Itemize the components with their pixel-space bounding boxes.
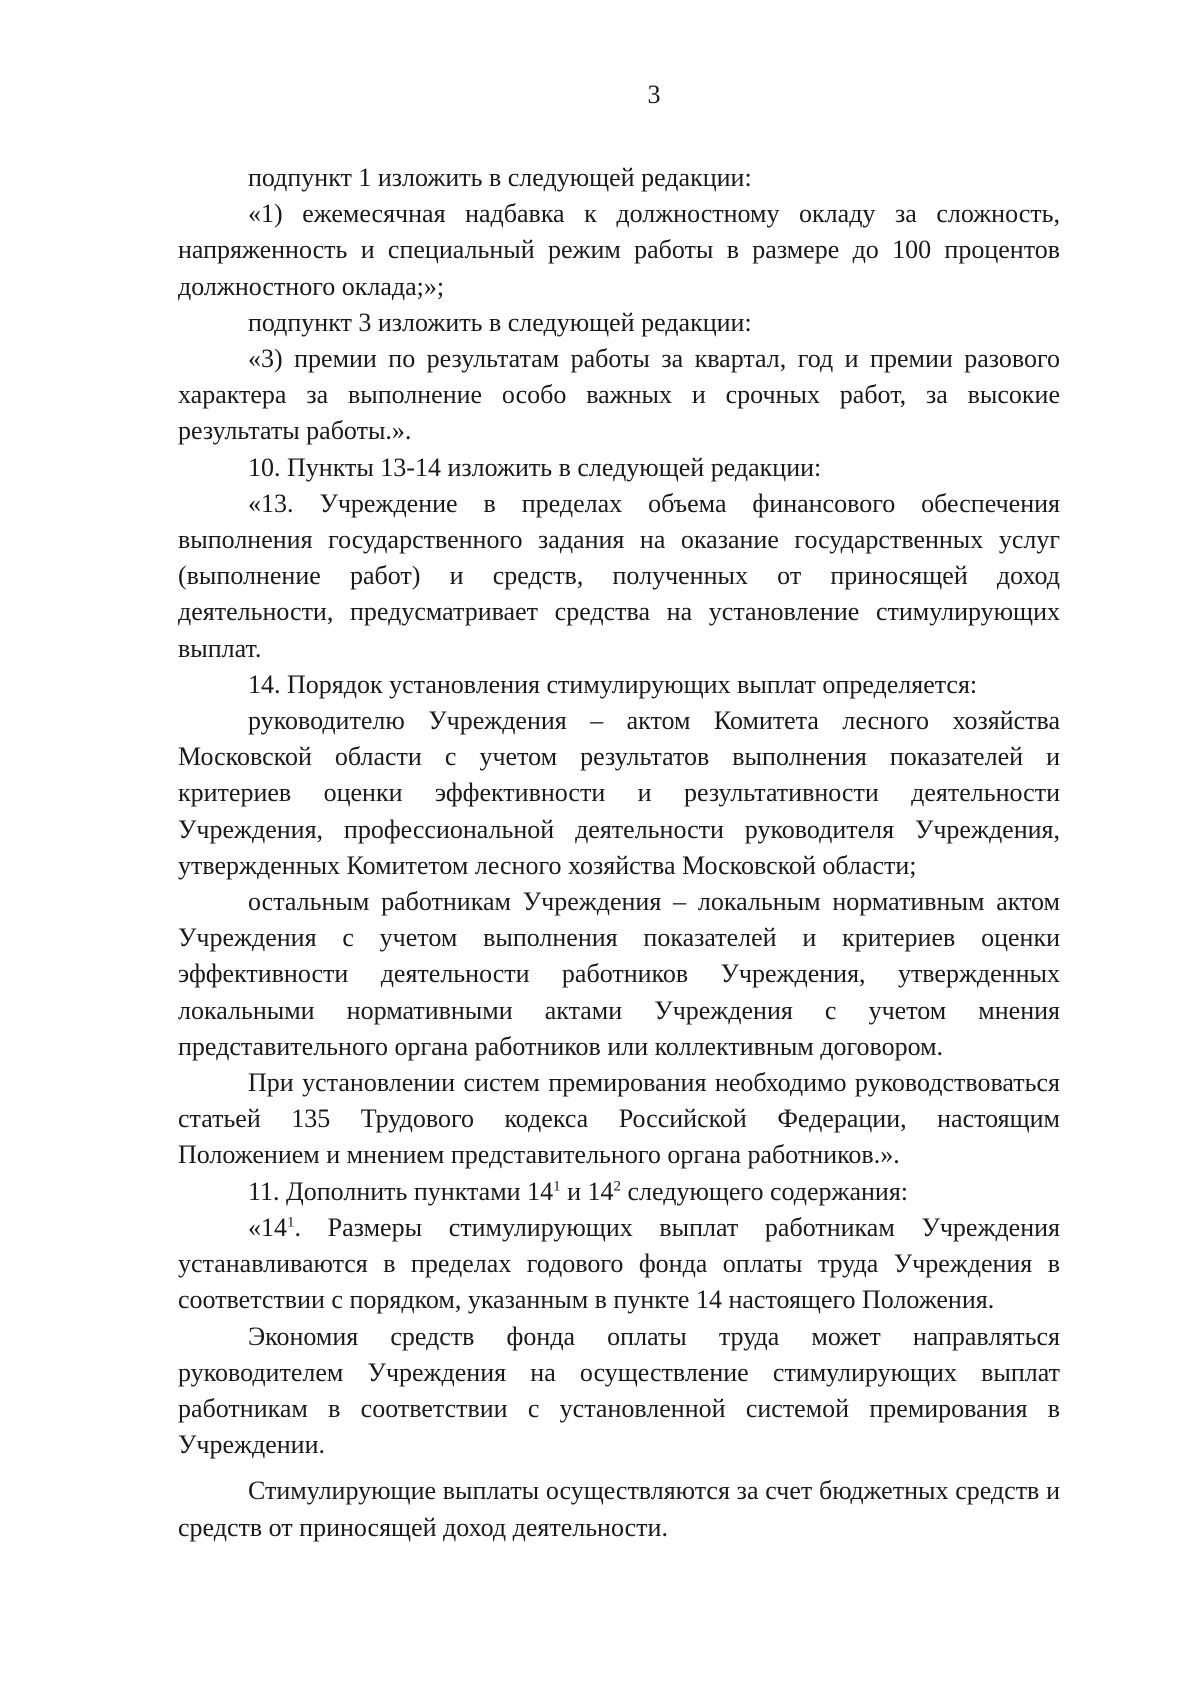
- paragraph-item-10: 10. Пункты 13-14 изложить в следующей редакции:: [248, 452, 822, 482]
- paragraph-other-employees: остальным работникам Учреждения – локальным нормативным актом Учреждения с учетом выполнения показателей и критериев оценки эффективности деятельности работников Учреждения, утвержденных локальными нормативными актами Учреждения с учетом мнения представительного органа работников или коллективным договором.: [178, 887, 1060, 1061]
- item-11-text-end: следующего содержания:: [621, 1176, 909, 1206]
- superscript-1: 1: [553, 1178, 561, 1195]
- paragraph-subitem-1-heading: подпункт 1 изложить в следующей редакции:: [248, 163, 752, 192]
- item-11-text-start: 11. Дополнить пунктами 14: [248, 1176, 554, 1206]
- paragraph-item-14-1: [178, 1210, 1060, 1319]
- item-11-text-mid: и 14: [560, 1176, 614, 1206]
- paragraph-item-11: [178, 1174, 1060, 1210]
- page-number: 3: [647, 80, 661, 109]
- paragraph-item-13: «13. Учреждение в пределах объема финансового обеспечения выполнения государственного задания на оказание государственных услуг (выполнение работ) и средств, полученных от приносящей доход деятельности, предусматривает средства на установление стимулирующих выплат.: [178, 488, 1060, 663]
- superscript-2: 2: [613, 1178, 621, 1195]
- superscript-1: 1: [287, 1214, 295, 1231]
- paragraph-fund-savings: Экономия средств фонда оплаты труда может направляться руководителем Учреждения на осуществление стимулирующих выплат работникам в соответствии с установленной системой премирования в Учреждении.: [178, 1321, 1060, 1460]
- paragraph-subitem-3-heading: подпункт 3 изложить в следующей редакции:: [248, 307, 752, 337]
- paragraph-subitem-1-text: «1) ежемесячная надбавка к должностному окладу за сложность, напряженность и специальный режим работы в размере до 100 процентов должностного оклада;»;: [178, 199, 1060, 301]
- paragraph-head-of-institution: руководителю Учреждения – актом Комитета лесного хозяйства Московской области с учетом результатов выполнения показателей и критериев оценки эффективности и результативности деятельности Учреждения, профессиональной деятельности руководителя Учреждения, утвержденных Комитетом лесного хозяйства Московской области;: [178, 706, 1060, 880]
- paragraph-bonus-systems: При установлении систем премирования необходимо руководствоваться статьей 135 Трудового кодекса Российской Федерации, настоящим Положением и мнением представительного органа работников.».: [178, 1068, 1060, 1170]
- item-14-1-number: «14: [248, 1212, 287, 1242]
- paragraph-subitem-3-text: «3) премии по результатам работы за квартал, год и премии разового характера за выполнение особо важных и срочных работ, за высокие результаты работы.».: [178, 344, 1060, 446]
- paragraph-item-14: 14. Порядок установления стимулирующих выплат определяется:: [248, 669, 978, 699]
- item-14-1-text: . Размеры стимулирующих выплат работникам Учреждения устанавливаются в пределах годового фонда оплаты труда Учреждения в соответствии с порядком, указанным в пункте 14 настоящего Положения.: [178, 1212, 1060, 1315]
- paragraph-funding-sources: Стимулирующие выплаты осуществляются за счет бюджетных средств и средств от приносящей доход деятельности.: [178, 1476, 1060, 1542]
